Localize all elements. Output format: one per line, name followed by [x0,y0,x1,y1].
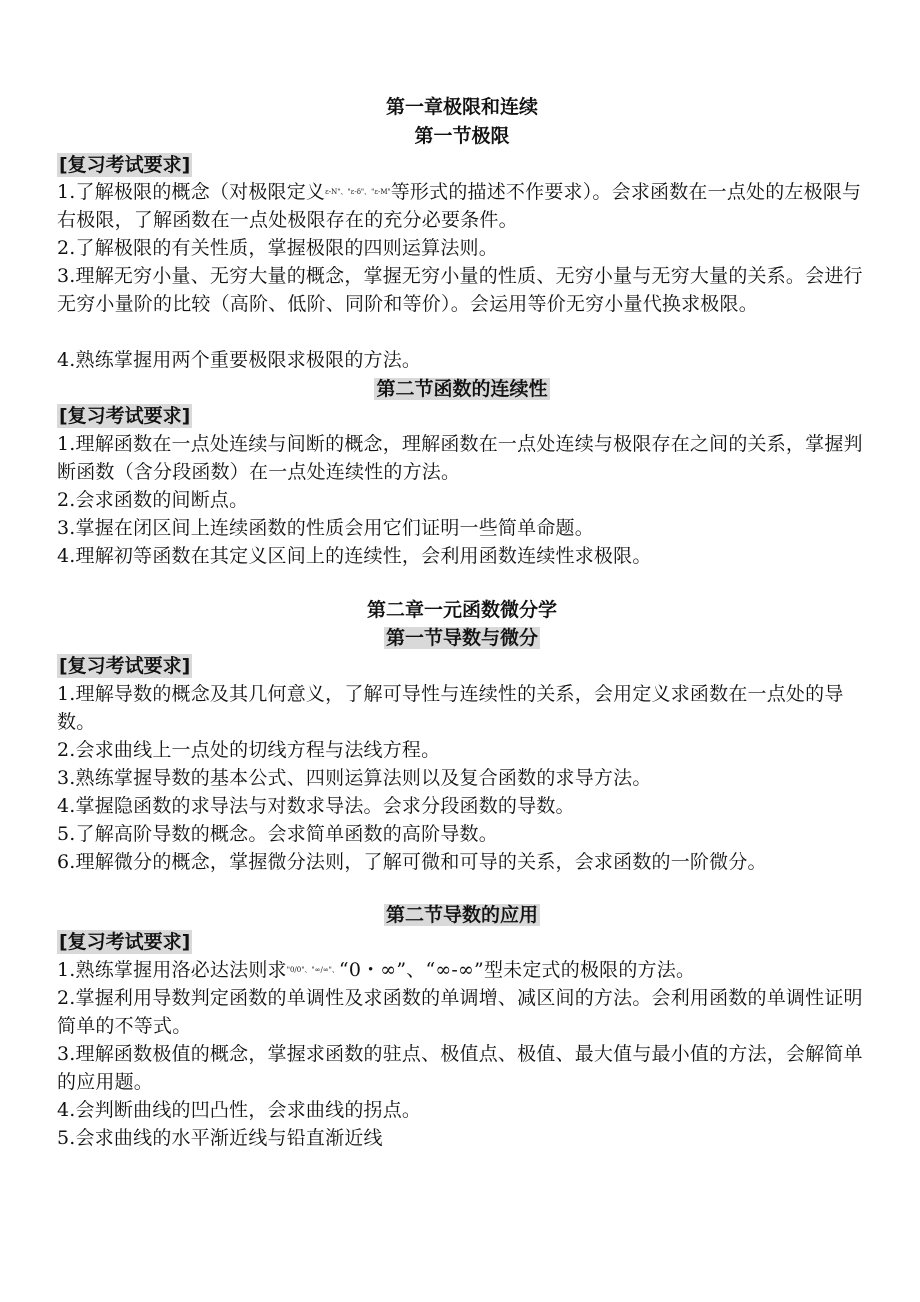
ch2-s2-item-3: 3.理解函数极值的概念，掌握求函数的驻点、极值点、极值、最大值与最小值的方法，会解简单的应用题。 [57,1043,863,1093]
ch1-s1-item-1-text-b: 等形式的描述不作要求）。会求函数在一点处的左极限与右极限，了解函数在一点处极限存在的充分必要条件。 [57,181,862,231]
ch1-s2-item-3: 3.掌握在闭区间上连续函数的性质会用它们证明一些简单命题。 [57,517,594,539]
chapter-1-title: 第一章极限和连续 [385,96,538,118]
chapter-2-section-1-title: 第一节导数与微分 [385,627,538,649]
ch2-s2-item-1-text-b: “0・∞”、“∞-∞”型未定式的极限的方法。 [338,959,696,981]
ch1-s1-requirements-heading: [复习考试要求] [59,154,191,176]
ch1-s1-item-1 [57,178,867,234]
ch1-s2-item-4: 4.理解初等函数在其定义区间上的连续性，会利用函数连续性求极限。 [57,545,652,567]
ch1-s2-item-1: 1.理解函数在一点处连续与间断的概念，理解函数在一点处连续与极限存在之间的关系，掌握判断函数（含分段函数）在一点处连续性的方法。 [57,433,863,483]
ch1-s1-item-4: 4.熟练掌握用两个重要极限求极限的方法。 [57,349,422,371]
ch2-s2-item-4: 4.会判断曲线的凹凸性，会求曲线的拐点。 [57,1099,422,1121]
ch2-s2-item-5: 5.会求曲线的水平渐近线与铅直渐近线 [57,1127,383,1149]
chapter-1-section-2-title-wrap [57,377,867,401]
ch2-s1-item-6: 6.理解微分的概念，掌握微分法则，了解可微和可导的关系，会求函数的一阶微分。 [57,851,767,873]
chapter-2-section-2-title-wrap [57,903,867,927]
ch2-s2-item-2: 2.掌握利用导数判定函数的单调性及求函数的单调增、减区间的方法。会利用函数的单调性证明简单的不等式。 [57,987,863,1037]
chapter-1-section-2-title: 第二节函数的连续性 [376,378,548,400]
ch1-s1-item-1-symbols: ε-N"、"ε-δ"、"ε-M" [325,188,391,196]
ch2-s1-item-1: 1.理解导数的概念及其几何意义，了解可导性与连续性的关系，会用定义求函数在一点处的导数。 [57,683,844,733]
ch1-s2-requirements-heading: [复习考试要求] [59,405,191,427]
chapter-2-title: 第二章一元函数微分学 [366,599,557,621]
ch2-s2-item-1-text-a: 1.熟练掌握用洛必达法则求 [57,959,287,981]
ch2-s2-item-1 [57,956,867,984]
ch2-s1-item-2: 2.会求曲线上一点处的切线方程与法线方程。 [57,739,441,761]
ch2-s1-item-5: 5.了解高阶导数的概念。会求简单函数的高阶导数。 [57,823,498,845]
ch2-s2-requirements-heading: [复习考试要求] [59,931,191,953]
ch2-s1-item-3: 3.熟练掌握导数的基本公式、四则运算法则以及复合函数的求导方法。 [57,767,652,789]
ch1-s1-item-2: 2.了解极限的有关性质，掌握极限的四则运算法则。 [57,237,498,259]
ch1-s1-item-3: 3.理解无穷小量、无穷大量的概念，掌握无穷小量的性质、无穷小量与无穷大量的关系。会进行无穷小量阶的比较（高阶、低阶、同阶和等价）。会运用等价无穷小量代换求极限。 [57,265,863,315]
ch1-s1-item-1-text-a: 1.了解极限的概念（对极限定义 [57,181,326,203]
chapter-1-section-1-title: 第一节极限 [414,125,510,147]
chapter-2-section-1-title-wrap [57,626,867,650]
ch2-s2-item-1-symbols: "0/0"、"∞/∞"、 [286,966,339,974]
ch2-s1-item-4: 4.掌握隐函数的求导法与对数求导法。会求分段函数的导数。 [57,795,575,817]
ch1-s2-item-2: 2.会求函数的间断点。 [57,489,249,511]
ch2-s1-requirements-heading: [复习考试要求] [59,655,191,677]
chapter-2-section-2-title: 第二节导数的应用 [385,904,538,926]
